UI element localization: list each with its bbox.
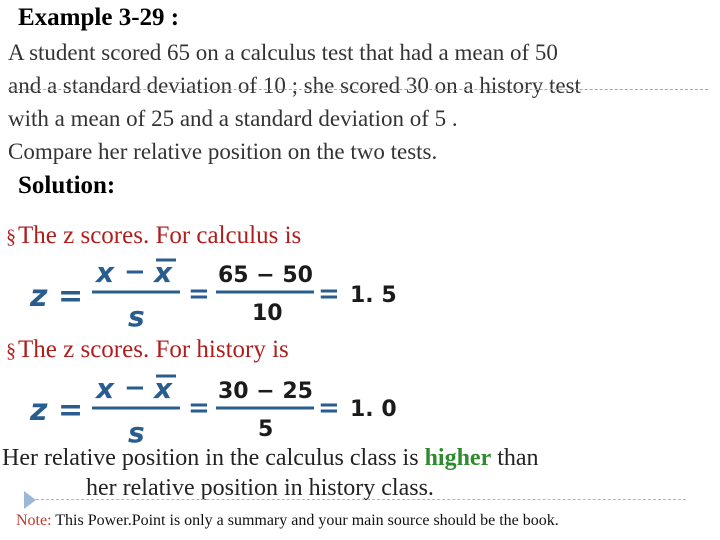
history-result: 1. 0 — [350, 397, 397, 422]
minus-sign: − — [124, 373, 146, 403]
note-text: This Power.Point is only a summary and your main source should be the book. — [51, 512, 559, 529]
equals-sign: = — [318, 279, 340, 309]
footer-divider — [36, 499, 686, 500]
z-variable: z — [30, 393, 48, 428]
history-numerator: 30 − 25 — [218, 379, 313, 404]
z-variable: z — [30, 279, 48, 314]
conclusion-line-2: her relative position in history class. — [86, 475, 434, 501]
s-variable: s — [128, 300, 145, 332]
bullet-calculus — [6, 222, 301, 250]
solution-heading: Solution: — [18, 172, 116, 199]
problem-line-2: and a standard deviation of 10 ; she scored 30 on a history test — [8, 73, 581, 98]
calculus-result: 1. 5 — [350, 283, 397, 308]
problem-line-4: Compare her relative position on the two tests. — [8, 139, 438, 164]
bullet-calculus-text: The z scores. For calculus is — [18, 222, 302, 249]
xbar-variable: x — [154, 372, 173, 405]
problem-line-3: with a mean of 25 and a standard deviation of 5 . — [8, 106, 458, 131]
slide-title: Example 3-29 : — [18, 4, 180, 31]
underline-divider — [8, 89, 708, 90]
conclusion-highlight: higher — [424, 445, 492, 471]
equals-sign: = — [58, 279, 84, 314]
x-variable: x — [96, 256, 115, 289]
conclusion-line-1 — [2, 443, 539, 473]
history-denominator: 5 — [258, 417, 274, 442]
problem-statement — [8, 36, 581, 168]
s-variable: s — [128, 416, 145, 448]
history-z-formula — [28, 372, 408, 448]
equals-sign: = — [188, 279, 210, 309]
calculus-numerator: 65 − 50 — [218, 263, 313, 288]
note-label: Note: — [16, 512, 52, 529]
minus-sign: − — [124, 257, 146, 287]
equals-sign: = — [188, 393, 210, 423]
equals-sign: = — [58, 393, 84, 428]
problem-line-1: A student scored 65 on a calculus test that had a mean of 50 — [8, 40, 558, 65]
calculus-z-formula — [28, 256, 408, 332]
footer-note — [16, 512, 559, 530]
arrow-icon — [24, 491, 36, 509]
xbar-variable: x — [154, 256, 173, 289]
bullet-marker-icon: § — [6, 226, 16, 248]
conclusion-text-end: than — [491, 445, 539, 471]
calculus-denominator: 10 — [252, 301, 283, 326]
bullet-marker-icon: § — [6, 340, 16, 362]
equals-sign: = — [318, 393, 340, 423]
bullet-history-text: The z scores. For history is — [18, 336, 289, 363]
conclusion-text: Her relative position in the calculus class is — [2, 445, 425, 471]
x-variable: x — [96, 372, 115, 405]
bullet-history — [6, 336, 289, 364]
